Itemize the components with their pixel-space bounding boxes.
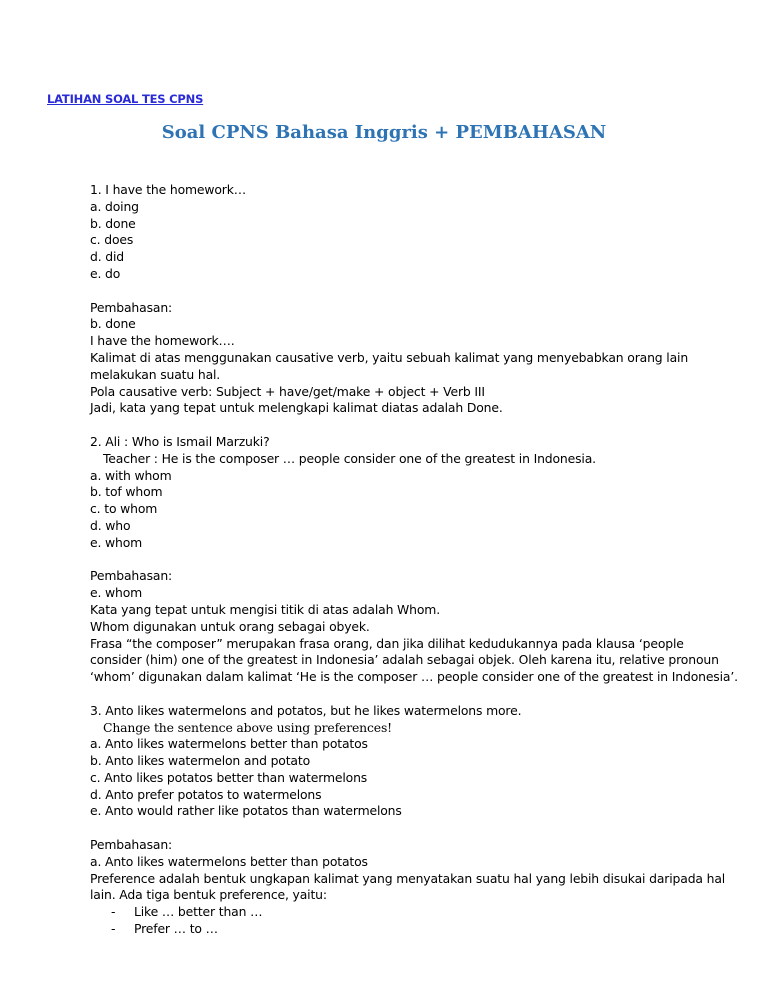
- question-2-cont: Teacher : He is the composer … people consider one of the greatest in Indonesia.: [103, 450, 596, 466]
- q3-option-d: d. Anto prefer potatos to watermelons: [90, 786, 322, 802]
- q3-bullet-item: [90, 921, 740, 938]
- bullet-dash: -: [111, 904, 116, 920]
- q3-bullet-item: [90, 904, 740, 921]
- question-3: 3. Anto likes watermelons and potatos, but he likes watermelons more.: [90, 702, 522, 718]
- q3-answer: a. Anto likes watermelons better than potatos: [90, 853, 368, 869]
- q1-option-e: e. do: [90, 265, 121, 281]
- q2-discussion-line: Frasa “the composer” merupakan frasa orang, dan jika dilihat kedudukannya pada klausa ‘people consider (him) one of the greatest in Indonesia’ adalah sebagai objek. Oleh karena itu, relative pronoun ‘whom’ digunakan dalam kalimat ‘He is the composer … people consider one of the greatest in Indonesia’.: [90, 635, 738, 685]
- q2-option-a: a. with whom: [90, 467, 172, 483]
- q2-discussion-label: Pembahasan:: [90, 568, 173, 584]
- document-body: [90, 182, 740, 938]
- q2-option-d: d. who: [90, 517, 131, 533]
- q2-option-b: b. tof whom: [90, 484, 163, 500]
- q1-answer: b. done: [90, 316, 136, 332]
- q3-option-a: a. Anto likes watermelons better than potatos: [90, 736, 368, 752]
- question-2: 2. Ali : Who is Ismail Marzuki?: [90, 433, 270, 449]
- q1-discussion-label: Pembahasan:: [90, 299, 173, 315]
- header-link[interactable]: LATIHAN SOAL TES CPNS: [47, 92, 204, 106]
- q1-discussion-line: Kalimat di atas menggunakan causative verb, yaitu sebuah kalimat yang menyebabkan orang lain melakukan suatu hal.: [90, 349, 689, 382]
- q3-option-b: b. Anto likes watermelon and potato: [90, 753, 311, 769]
- q3-discussion-line: Preference adalah bentuk ungkapan kalimat yang menyatakan suatu hal yang lebih disukai daripada hal lain. Ada tiga bentuk preference, yaitu:: [90, 870, 726, 903]
- q1-option-b: b. done: [90, 215, 136, 231]
- bullet-dash: -: [111, 921, 116, 937]
- q1-option-c: c. does: [90, 232, 134, 248]
- q3-discussion-label: Pembahasan:: [90, 837, 173, 853]
- question-1: 1. I have the homework…: [90, 182, 247, 197]
- q1-discussion-line: I have the homework….: [90, 333, 235, 349]
- q1-option-a: a. doing: [90, 198, 139, 214]
- q2-discussion-line: Kata yang tepat untuk mengisi titik di atas adalah Whom.: [90, 601, 441, 617]
- q1-discussion-line: Jadi, kata yang tepat untuk melengkapi kalimat diatas adalah Done.: [90, 400, 503, 416]
- question-3-cont: Change the sentence above using preferences!: [103, 719, 392, 735]
- q2-discussion-line: Whom digunakan untuk orang sebagai obyek.: [90, 618, 370, 634]
- q2-answer: e. whom: [90, 585, 143, 601]
- q2-option-c: c. to whom: [90, 501, 158, 517]
- q1-discussion-line: Pola causative verb: Subject + have/get/make + object + Verb III: [90, 383, 485, 399]
- q2-option-e: e. whom: [90, 534, 143, 550]
- q3-option-e: e. Anto would rather like potatos than watermelons: [90, 803, 402, 819]
- bullet-text: Prefer … to …: [134, 921, 218, 937]
- q3-option-c: c. Anto likes potatos better than watermelons: [90, 769, 368, 785]
- q1-option-d: d. did: [90, 249, 125, 265]
- page-title: Soal CPNS Bahasa Inggris + PEMBAHASAN: [161, 122, 607, 143]
- bullet-text: Like … better than …: [134, 904, 263, 920]
